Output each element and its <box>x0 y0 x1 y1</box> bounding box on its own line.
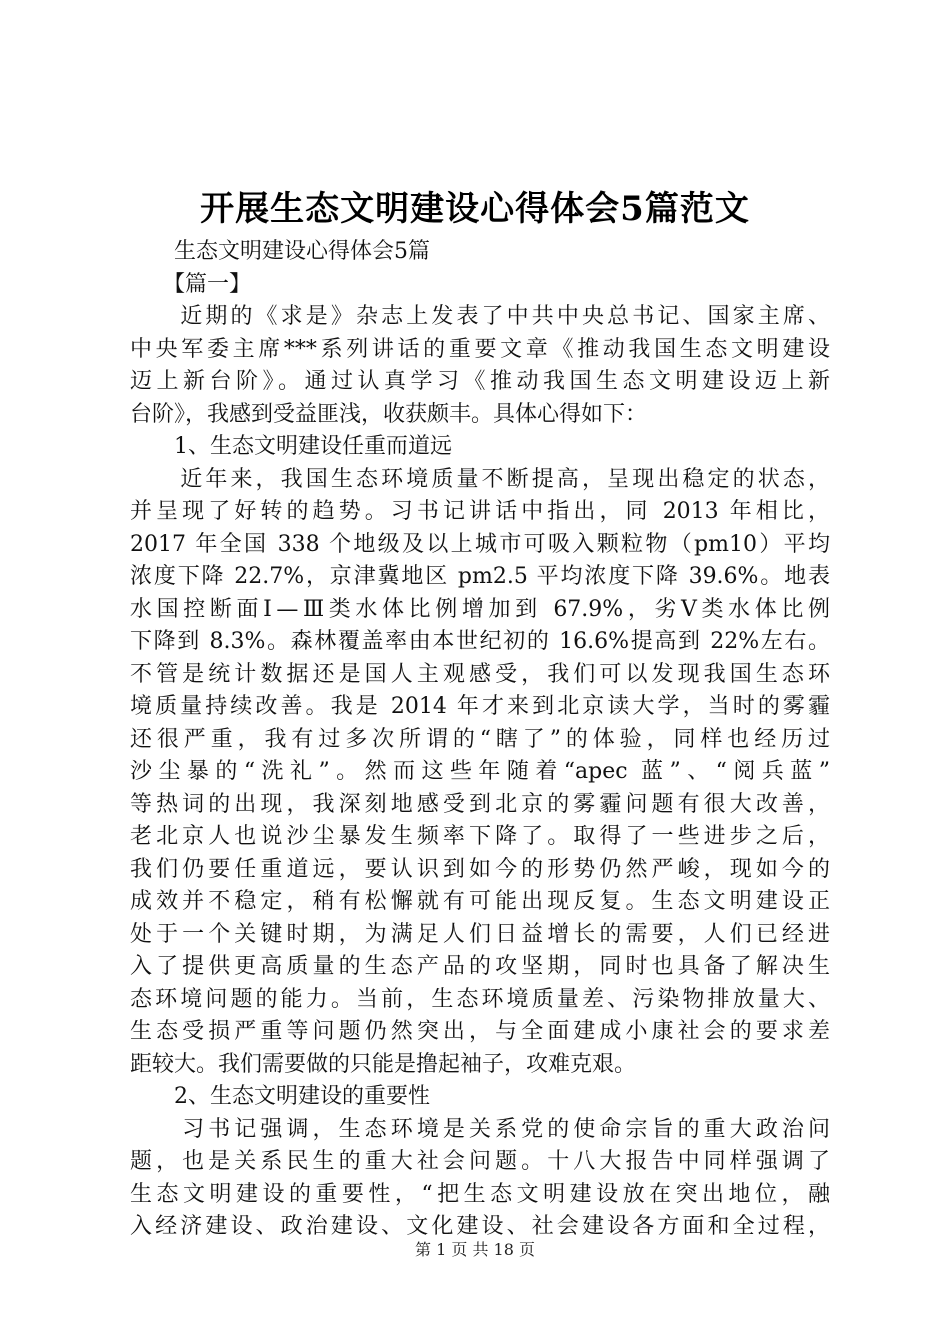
text-line: 等热词的出现，我深刻地感受到北京的雾霾问题有很大改善， <box>130 791 830 817</box>
text-line: 水国控断面Ⅰ—Ⅲ类水体比例增加到 67.9%，劣Ⅴ类水体比例 <box>130 596 830 622</box>
document-title: 开展生态文明建设心得体会5篇范文 <box>200 189 750 229</box>
text-line: 生态文明建设的重要性，“把生态文明建设放在突出地位，融 <box>130 1181 830 1207</box>
text-line: 生态文明建设心得体会5篇 <box>130 239 430 264</box>
text-line: 1、生态文明建设任重而道远 <box>130 434 452 459</box>
text-line: 题，也是关系民生的重大社会问题。十八大报告中同样强调了 <box>130 1149 830 1174</box>
text-line: 习书记强调，生态环境是关系党的使命宗旨的重大政治问 <box>130 1116 830 1142</box>
document-body <box>130 236 830 1244</box>
text-line: 2017 年全国 338 个地级及以上城市可吸入颗粒物（pm10）平均 <box>130 531 830 557</box>
text-line: 迈上新台阶》。通过认真学习《推动我国生态文明建设迈上新 <box>130 369 830 394</box>
text-line: 浓度下降 22.7%，京津冀地区 pm2.5 平均浓度下降 39.6%。地表 <box>130 564 830 589</box>
text-line: 沙尘暴的“洗礼”。然而这些年随着“apec 蓝”、“阅兵蓝” <box>130 759 830 784</box>
text-line: 境质量持续改善。我是 2014 年才来到北京读大学，当时的雾霾 <box>130 694 830 719</box>
text-line: 并呈现了好转的趋势。习书记讲话中指出，同 2013 年相比， <box>130 499 830 524</box>
page-footer: 第 1 页 共 18 页 <box>415 1240 535 1259</box>
text-line: 还很严重，我有过多次所谓的“瞎了”的体验，同样也经历过 <box>130 726 830 752</box>
text-line: 中央军委主席***系列讲话的重要文章《推动我国生态文明建设 <box>130 336 830 362</box>
text-line: 近年来，我国生态环境质量不断提高，呈现出稳定的状态， <box>130 466 830 492</box>
text-line: 【篇一】 <box>130 271 252 297</box>
text-line: 成效并不稳定，稍有松懈就有可能出现反复。生态文明建设正 <box>130 889 830 914</box>
text-line: 入经济建设、政治建设、文化建设、社会建设各方面和全过程， <box>130 1214 830 1239</box>
text-line: 处于一个关键时期，为满足人们日益增长的需要，人们已经进 <box>130 921 830 947</box>
text-line: 生态受损严重等问题仍然突出，与全面建成小康社会的要求差 <box>130 1019 830 1044</box>
text-line: 我们仍要任重道远，要认识到如今的形势仍然严峻，现如今的 <box>130 856 830 882</box>
text-line: 2、生态文明建设的重要性 <box>130 1084 430 1109</box>
text-line: 距较大。我们需要做的只能是撸起袖子，攻难克艰。 <box>130 1051 637 1077</box>
text-line: 态环境问题的能力。当前，生态环境质量差、污染物排放量大、 <box>130 986 830 1012</box>
text-line: 近期的《求是》杂志上发表了中共中央总书记、国家主席、 <box>130 304 830 329</box>
text-line: 老北京人也说沙尘暴发生频率下降了。取得了一些进步之后， <box>130 824 830 849</box>
text-line: 台阶》，我感到受益匪浅，收获颇丰。具体心得如下： <box>130 401 648 427</box>
text-line: 入了提供更高质量的生态产品的攻坚期，同时也具备了解决生 <box>130 954 830 979</box>
text-line: 不管是统计数据还是国人主观感受，我们可以发现我国生态环 <box>130 661 830 687</box>
text-line: 下降到 8.3%。森林覆盖率由本世纪初的 16.6%提高到 22%左右。 <box>130 629 830 654</box>
